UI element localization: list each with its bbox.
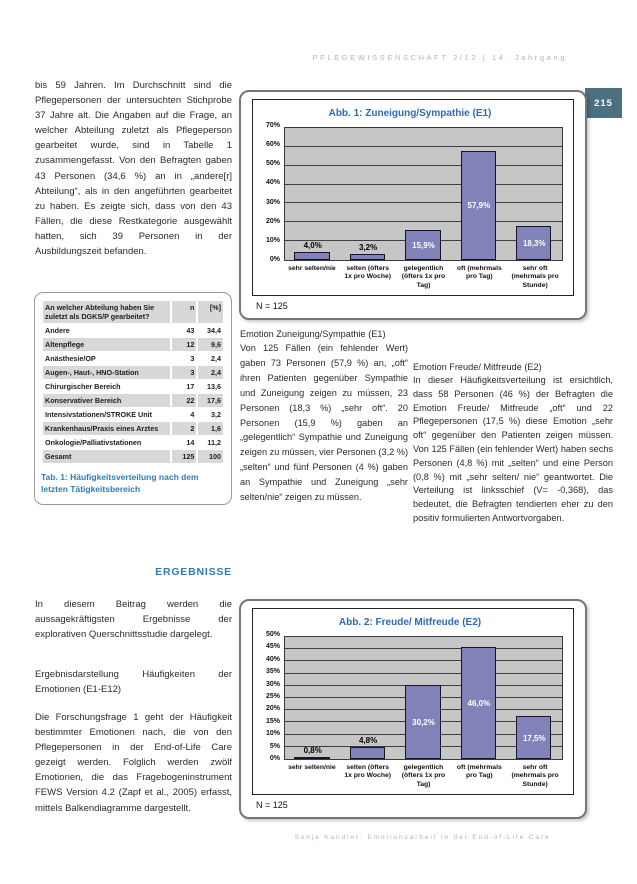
y-tick-label: 45% bbox=[265, 643, 280, 651]
dept-cell: Anästhesie/OP bbox=[43, 352, 170, 365]
y-tick-label: 20% bbox=[265, 705, 280, 713]
dept-table-body bbox=[43, 324, 223, 463]
bar bbox=[294, 252, 329, 260]
dept-cell: Augen-, Haut-, HNO-Station bbox=[43, 366, 170, 379]
table-row bbox=[43, 338, 223, 351]
dept-cell: Altenpflege bbox=[43, 338, 170, 351]
y-tick-label: 50% bbox=[265, 631, 280, 638]
value-cell: 4 bbox=[172, 408, 197, 421]
bar-slot bbox=[396, 128, 451, 260]
body-subheading-haeufigkeiten: Ergebnisdarstellung Häufigkeiten der Emotionen (E1-E12) bbox=[35, 669, 232, 696]
bar-value-label: 30,2% bbox=[412, 718, 435, 728]
value-cell: 2,4 bbox=[198, 352, 223, 365]
bar-value-label: 15,9% bbox=[412, 241, 435, 251]
table-row bbox=[43, 408, 223, 421]
dept-cell: Andere bbox=[43, 324, 170, 337]
table-row bbox=[43, 394, 223, 407]
x-tick-label: selten (öfters 1x pro Woche) bbox=[344, 265, 392, 281]
value-cell: 2 bbox=[172, 422, 197, 435]
figure-2-box bbox=[239, 599, 587, 819]
x-tick-label: sehr oft (mehrmals pro Stunde) bbox=[511, 764, 559, 788]
dept-cell: Intensivstationen/STROKE Unit bbox=[43, 408, 170, 421]
page-number-badge: 215 bbox=[585, 88, 622, 118]
x-tick-label: sehr selten/nie bbox=[288, 265, 336, 272]
bar-slot bbox=[285, 128, 340, 260]
right-column bbox=[413, 360, 613, 526]
x-axis bbox=[284, 760, 563, 789]
bar-value-label: 17,5% bbox=[522, 733, 546, 743]
y-axis bbox=[257, 122, 284, 263]
value-cell: 3 bbox=[172, 352, 197, 365]
y-tick-label: 5% bbox=[269, 742, 280, 750]
table-caption: Tab. 1: Häufigkeitsverteilung nach dem letzten Tätigkeitsbereich bbox=[41, 472, 199, 494]
x-tick-label: sehr oft (mehrmals pro Stunde) bbox=[511, 265, 559, 289]
value-cell: 14 bbox=[172, 436, 197, 449]
plot-area bbox=[284, 636, 563, 760]
y-tick-label: 25% bbox=[265, 693, 280, 700]
table-row bbox=[43, 422, 223, 435]
dept-cell: Onkologie/Palliativstationen bbox=[43, 436, 170, 449]
y-tick-label: 35% bbox=[265, 668, 280, 676]
y-axis bbox=[257, 631, 284, 762]
bar-slot bbox=[396, 637, 451, 759]
running-footer: Sonja Kandler: Emotionsarbeit in der End-of-Life Care bbox=[294, 834, 551, 841]
table-question-header: An welcher Abteilung haben Sie zuletzt als DGKS/P gearbeitet? bbox=[43, 301, 170, 323]
bar-slot bbox=[451, 637, 506, 759]
x-tick-label: sehr selten/nie bbox=[288, 764, 336, 771]
y-tick-label: 30% bbox=[265, 680, 280, 688]
y-tick-label: 30% bbox=[265, 198, 280, 206]
y-tick-label: 10% bbox=[265, 730, 280, 738]
table-pct-header: [%] bbox=[198, 301, 223, 323]
value-cell: 17,6 bbox=[198, 394, 223, 407]
bar bbox=[294, 757, 329, 759]
x-tick-label: gelegentlich (öfters 1x pro Tag) bbox=[401, 265, 446, 289]
bar-value-label: 46,0% bbox=[467, 698, 491, 708]
bar-value-label: 4,8% bbox=[358, 736, 378, 746]
y-tick-label: 40% bbox=[265, 179, 280, 187]
value-cell: 43 bbox=[172, 324, 197, 337]
y-tick-label: 20% bbox=[265, 217, 280, 225]
bar-slot bbox=[340, 128, 395, 260]
x-tick-label: oft (mehrmals pro Tag) bbox=[456, 764, 502, 780]
value-cell: 1,6 bbox=[198, 422, 223, 435]
table-n-header: n bbox=[172, 301, 197, 323]
department-table bbox=[41, 300, 225, 464]
value-cell: 13,6 bbox=[198, 380, 223, 393]
body-paragraph-forschungsfrage: Die Forschungsfrage 1 geht der Häufigkeit bestimmter Emotionen nach, die von den Pflegepersonen in der End-of-Life Care gezeigt werden. Folglich werden zwölf Emotionen, die das Fragebogeninstrument FEWS Version 4.2 (Zapf et al., 2005) erfasst, mittels Balkendiagramme dargestellt. bbox=[35, 712, 232, 814]
dept-cell: Konservativer Bereich bbox=[43, 394, 170, 407]
sample-size-label: N = 125 bbox=[256, 301, 288, 312]
bar bbox=[350, 747, 385, 759]
value-cell: 125 bbox=[172, 450, 197, 463]
y-tick-label: 40% bbox=[265, 655, 280, 663]
value-cell: 3,2 bbox=[198, 408, 223, 421]
y-tick-label: 0% bbox=[269, 755, 280, 762]
value-cell: 100 bbox=[198, 450, 223, 463]
bar-slot bbox=[507, 637, 562, 759]
x-axis bbox=[284, 261, 563, 290]
journal-header: PFLEGEWISSENSCHAFT 2/12 | 14. Jahrgang bbox=[312, 53, 567, 62]
figure-1-title: Abb. 1: Zuneigung/Sympathie (E1) bbox=[328, 108, 492, 119]
table-1-box bbox=[34, 292, 232, 505]
table-row bbox=[43, 436, 223, 449]
x-tick-label: selten (öfters 1x pro Woche) bbox=[344, 764, 392, 780]
middle-column bbox=[240, 327, 408, 505]
dept-cell: Krankenhaus/Praxis eines Arztes bbox=[43, 422, 170, 435]
table-row bbox=[43, 450, 223, 463]
y-tick-label: 10% bbox=[265, 236, 280, 244]
value-cell: 17 bbox=[172, 380, 197, 393]
value-cell: 22 bbox=[172, 394, 197, 407]
bar-slot bbox=[507, 128, 562, 260]
figure-1-chart bbox=[252, 99, 574, 296]
y-tick-label: 50% bbox=[265, 160, 280, 168]
y-tick-label: 15% bbox=[265, 717, 280, 725]
y-tick-label: 0% bbox=[269, 256, 280, 263]
bar-value-label: 57,9% bbox=[467, 201, 491, 211]
bar-slot bbox=[340, 637, 395, 759]
bar-value-label: 18,3% bbox=[522, 238, 546, 248]
value-cell: 3 bbox=[172, 366, 197, 379]
section-heading-ergebnisse: ERGEBNISSE bbox=[155, 566, 232, 578]
dept-cell: Gesamt bbox=[43, 450, 170, 463]
plot-area bbox=[284, 127, 563, 261]
x-tick-label: oft (mehrmals pro Tag) bbox=[456, 265, 502, 281]
y-tick-label: 70% bbox=[265, 122, 280, 129]
sample-size-label: N = 125 bbox=[256, 800, 288, 811]
table-row bbox=[43, 366, 223, 379]
table-row bbox=[43, 352, 223, 365]
body-paragraph-e1: Von 125 Fällen (ein fehlender Wert) gaben 73 Personen (57,9 %) an, „oft“ ihren Patienten gegenüber Sympathie und Zuneigung zeigen zu müssen, 23 Personen (18,3 %) „sehr oft“. 20 Personen (15,9 %) gaben an „gelegentlich“ Sympathie und Zuneigung zeigen zu müssen, vier Personen (3,2 %) „selten“ und fünf Personen (4 %) gaben an Sympathie und Zuneigung „sehr selten/nie“ zeigen zu müssen. bbox=[240, 343, 409, 503]
bar-value-label: 3,2% bbox=[358, 242, 378, 252]
dept-cell: Chirurgischer Bereich bbox=[43, 380, 170, 393]
value-cell: 12 bbox=[172, 338, 197, 351]
figure-2-title: Abb. 2: Freude/ Mitfreude (E2) bbox=[338, 617, 482, 628]
bar-slot bbox=[285, 637, 340, 759]
value-cell: 2,4 bbox=[198, 366, 223, 379]
value-cell: 9,6 bbox=[198, 338, 223, 351]
body-paragraph-e2: In dieser Häufigkeitsverteilung ist ersichtlich, dass 58 Personen (46 %) der Befragten die Emotion Freude/ Mitfreude „oft“ und 22 Pflegepersonen (17,5 %) diese Emotion „sehr oft“ gegenüber den Patienten zeigen müssen. Von 125 Fällen (ein fehlender Wert) haben sechs Personen (4,8 %) mit „selten“ und eine Person (0,8 %) mit „sehr selten/ nie“ geantwortet. Die Verteilung ist linksschief (V= -0,368), das bedeutet, die Befragten tendierten eher zu den positiv formulierten Antwortvorgaben. bbox=[413, 375, 613, 523]
table-header-row bbox=[43, 301, 223, 323]
bar-slot bbox=[451, 128, 506, 260]
body-paragraph-intro: In diesem Beitrag werden die aussagekräftigsten Ergebnisse der explorativen Querschnittsstudie dargelegt. bbox=[35, 599, 232, 641]
figure-2-chart bbox=[252, 608, 574, 795]
paragraph-heading-e1: Emotion Zuneigung/Sympathie (E1) bbox=[240, 329, 386, 339]
figure-1-box bbox=[239, 90, 587, 320]
bar bbox=[350, 254, 385, 260]
table-row bbox=[43, 324, 223, 337]
body-paragraph-sample: bis 59 Jahren. Im Durchschnitt sind die Pflegepersonen der untersuchten Stichprobe 37 Jahre alt. Die Angaben auf die Frage, an welcher Abteilung zuletzt als Pflegeperson gearbeitet wurde, sind in Tabelle 1 zusammengefasst. Von den Befragten gaben 43 Personen (34,6 %) an in „andere[r] Abteilung“, als in den angeführten gearbeitet zu haben. Es zeigte sich, dass von den 43 Fällen, die diese Restkategorie ausgewählt hatten, sich 39 Personen in der Ausbildungszeit befanden. bbox=[35, 80, 232, 258]
bar-value-label: 4,0% bbox=[303, 241, 322, 251]
y-tick-label: 60% bbox=[265, 141, 280, 149]
table-row bbox=[43, 380, 223, 393]
paragraph-heading-e2: Emotion Freude/ Mitfreude (E2) bbox=[413, 362, 542, 372]
value-cell: 34,4 bbox=[198, 324, 223, 337]
value-cell: 11,2 bbox=[198, 436, 223, 449]
bar-value-label: 0,8% bbox=[303, 746, 322, 756]
x-tick-label: gelegentlich (öfters 1x pro Tag) bbox=[401, 764, 446, 788]
